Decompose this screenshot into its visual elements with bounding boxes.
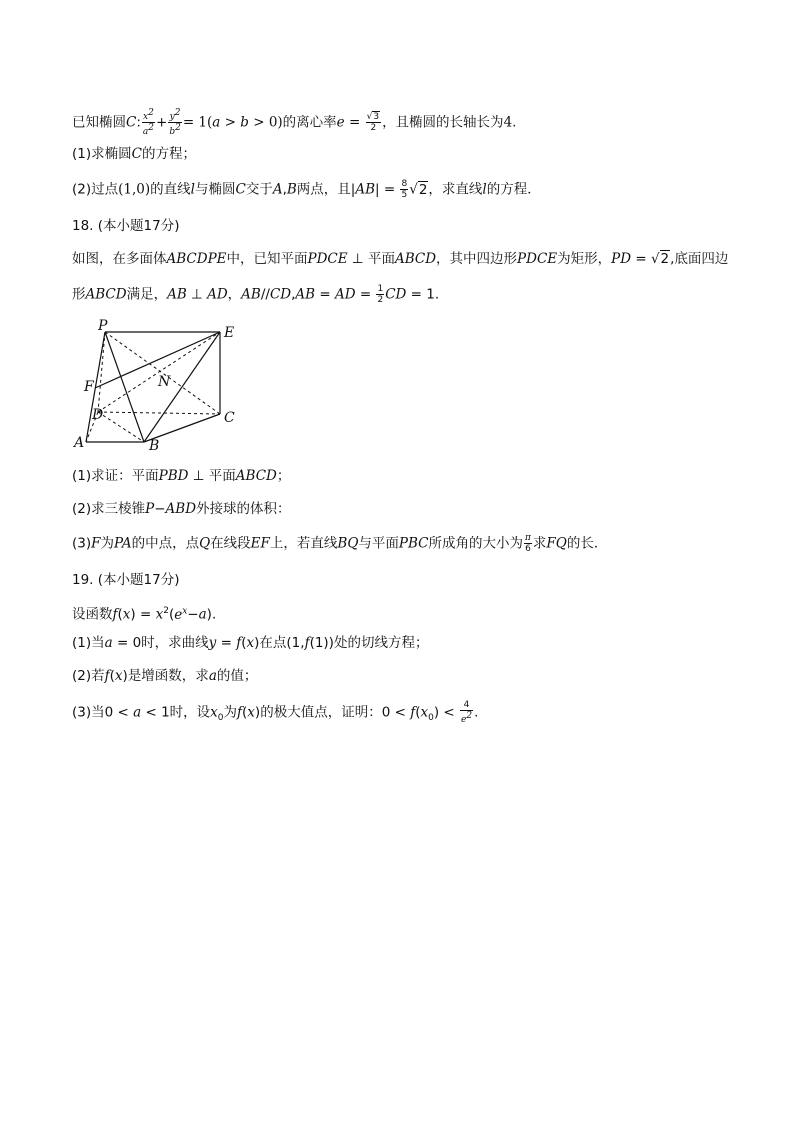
label-A: A [74,435,85,451]
q19-part1: (1)当a = 0时，求曲线y = f(x)在点(1,f(1))处的切线方程； [72,635,429,651]
label-N: N [158,374,171,390]
q17-part1: (1)求椭圆C的方程； [72,146,196,162]
q18-line1: 如图，在多面体ABCDPE中，已知平面PDCE ⊥ 平面ABCD，其中四边形PDCE为矩形，PD = √2,底面四边 [72,251,729,267]
label-E: E [224,325,235,341]
q18-header: 18. (本小题17分) [72,218,180,234]
q19-header: 19. (本小题17分) [72,572,180,588]
label-B: B [149,438,160,453]
q17-intro: 已知椭圆C: $\frac{x^2}{a^2}$ + $\frac{y^2}{b^2}$ = 1(a > b > 0)的离心率e = $\frac{√3}{2}$ ，且椭圆的长轴长为4. [72,108,517,137]
q18-part3: (3)F为PA的中点，点Q在线段EF上，若直线BQ与平面PBC所成角的大小为 $\frac{\pi}{6}$ 求FQ的长． [72,533,608,554]
q18-line2: 形ABCD满足，AB ⊥ AD，AB//CD,AB = AD = $\frac{1}{2}$ CD = 1. [72,284,440,305]
q19-part3: (3)当0 < a < 1时，设$x_0$为f(x)的极大值点，证明：$0 < f(x_0)$ < $\frac{4}{e^2}$ . [72,700,479,725]
q18-part2: (2)求三棱锥P−ABD外接球的体积： [72,501,291,517]
label-C: C [224,410,235,426]
label-F: F [84,379,94,395]
q17-part2: (2)过点(1,0)的直线l与椭圆C交于A,B两点，且|AB| = $\frac{8}{5}$ √2，求直线l的方程． [72,179,541,200]
q19-intro: 设函数$f(x) = x^2(e^x-a)$. [72,606,217,623]
polyhedron-figure [72,318,242,453]
label-D: D [92,407,104,423]
label-P: P [98,318,108,334]
q19-part2: (2)若f(x)是增函数，求a的值； [72,668,258,684]
q18-part1: (1)求证：平面PBD ⊥ 平面ABCD； [72,468,291,484]
